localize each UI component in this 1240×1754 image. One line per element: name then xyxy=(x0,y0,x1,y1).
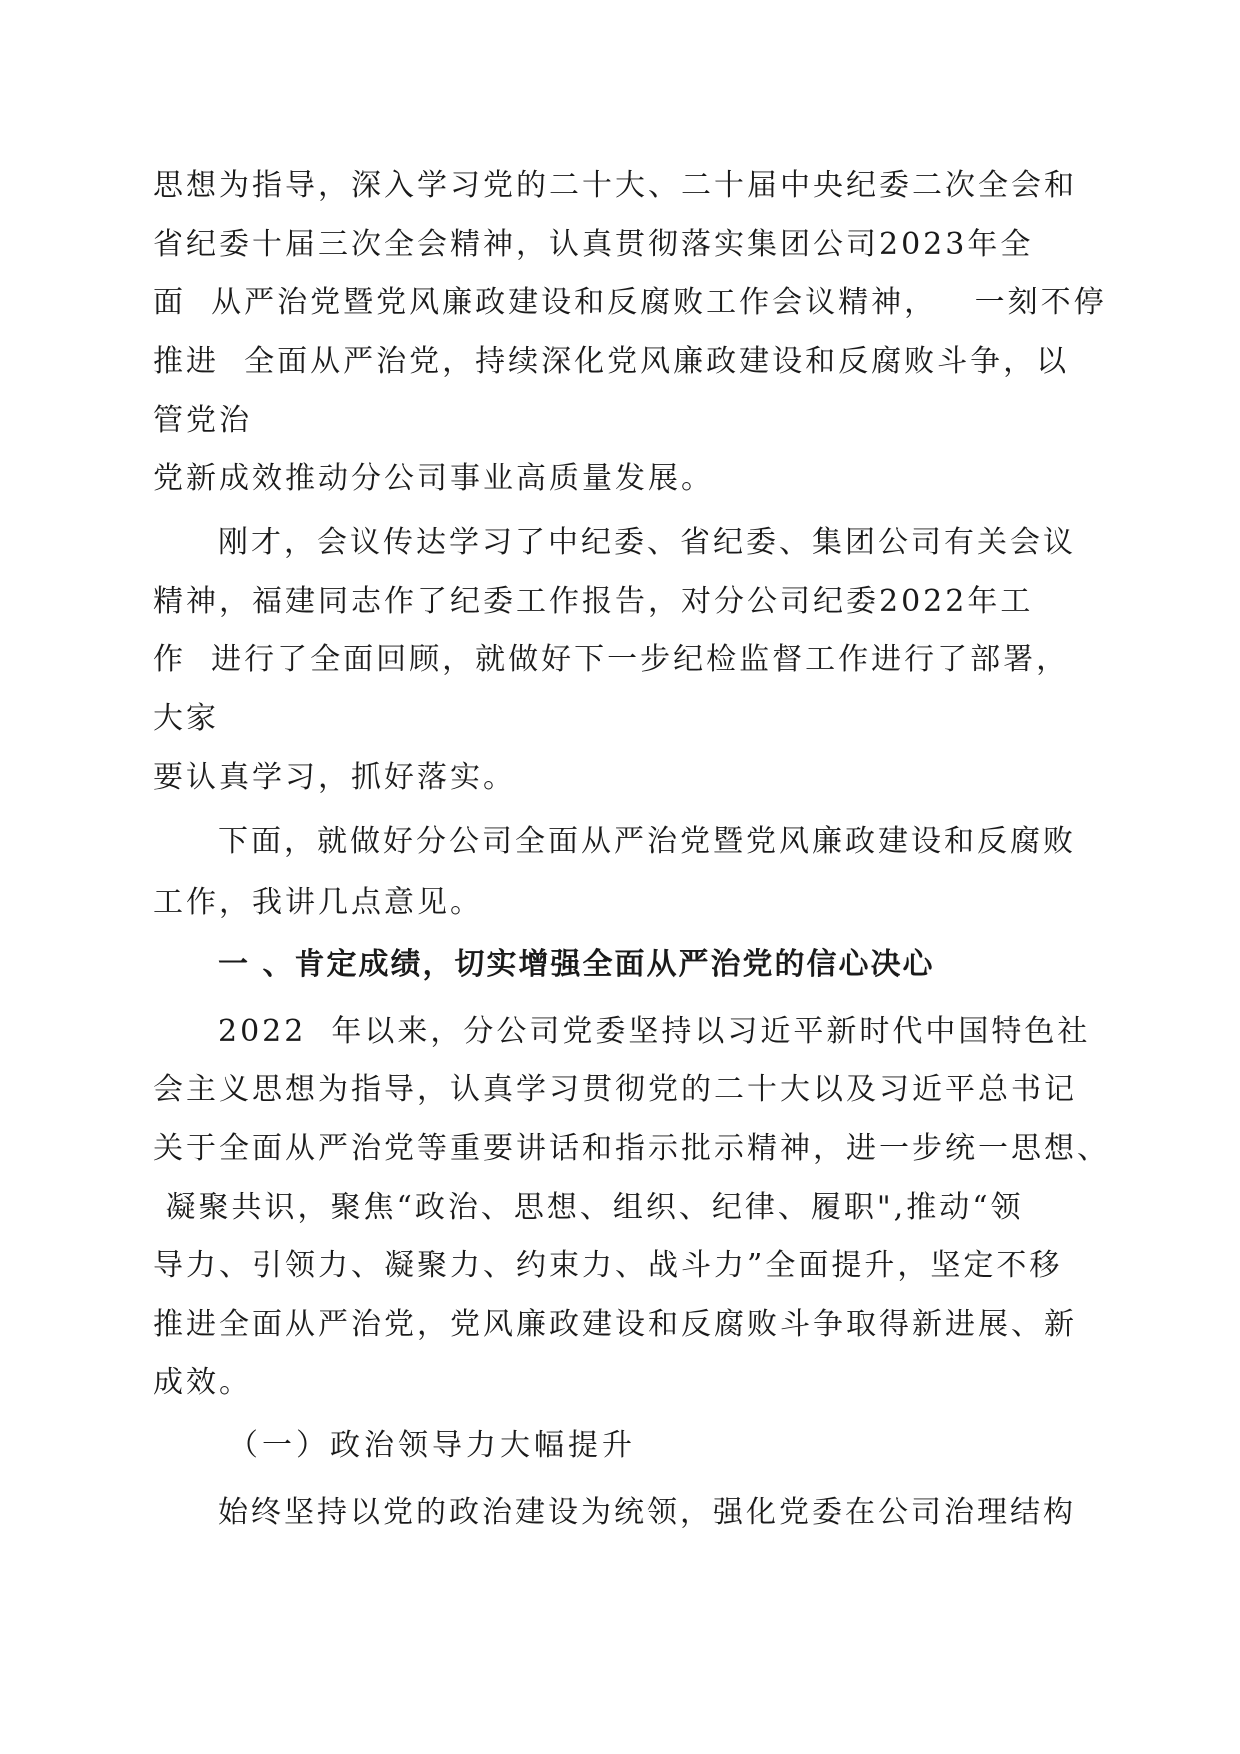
paragraph-line: 刚才，会议传达学习了中纪委、省纪委、集团公司有关会议 xyxy=(218,525,1076,560)
paragraph-line: 导力、引领力、凝聚力、约束力、战斗力”全面提升，坚定不移 xyxy=(153,1248,1063,1283)
paragraph-line: 成效。 xyxy=(153,1365,252,1400)
paragraph-line: 工作，我讲几点意见。 xyxy=(153,885,483,920)
paragraph-line: 思想为指导，深入学习党的二十大、二十届中央纪委二次全会和 xyxy=(153,168,1077,203)
paragraph-line: 凝聚共识，聚焦“政治、思想、组织、纪律、履职",推动“领 xyxy=(153,1190,1024,1225)
paragraph-line: 下面，就做好分公司全面从严治党暨党风廉政建设和反腐败 xyxy=(218,824,1076,859)
paragraph-line: 始终坚持以党的政治建设为统领，强化党委在公司治理结构 xyxy=(218,1495,1076,1530)
section-heading: 一 、肯定成绩，切实增强全面从严治党的信心决心 xyxy=(218,947,935,982)
paragraph-line: 推进全面从严治党，党风廉政建设和反腐败斗争取得新进展、新 xyxy=(153,1307,1077,1342)
paragraph-line: 精神，福建同志作了纪委工作报告，对分公司纪委2022年工 xyxy=(153,584,1034,619)
paragraph-line: 管党治 xyxy=(153,403,252,438)
paragraph-line: 省纪委十届三次全会精神，认真贯彻落实集团公司2023年全 xyxy=(153,227,1034,262)
paragraph-line: 党新成效推动分公司事业高质量发展。 xyxy=(153,461,714,496)
subsection-heading: （一）政治领导力大幅提升 xyxy=(228,1428,636,1463)
paragraph-line: 作 进行了全面回顾，就做好下一步纪检监督工作进行了部署， xyxy=(153,642,1070,677)
paragraph-line: 要认真学习，抓好落实。 xyxy=(153,760,516,795)
paragraph-line: 会主义思想为指导，认真学习贯彻党的二十大以及习近平总书记 xyxy=(153,1072,1077,1107)
paragraph-line: 推进 全面从严治党，持续深化党风廉政建设和反腐败斗争，以 xyxy=(153,344,1070,379)
paragraph-line: 2022 年以来，分公司党委坚持以习近平新时代中国特色社 xyxy=(218,1014,1091,1049)
paragraph-line: 关于全面从严治党等重要讲话和指示批示精神，进一步统一思想、 xyxy=(153,1131,1110,1166)
paragraph-line: 面 从严治党暨党风廉政建设和反腐败工作会议精神， 一刻不停 xyxy=(153,285,1107,320)
paragraph-line: 大家 xyxy=(153,701,219,736)
